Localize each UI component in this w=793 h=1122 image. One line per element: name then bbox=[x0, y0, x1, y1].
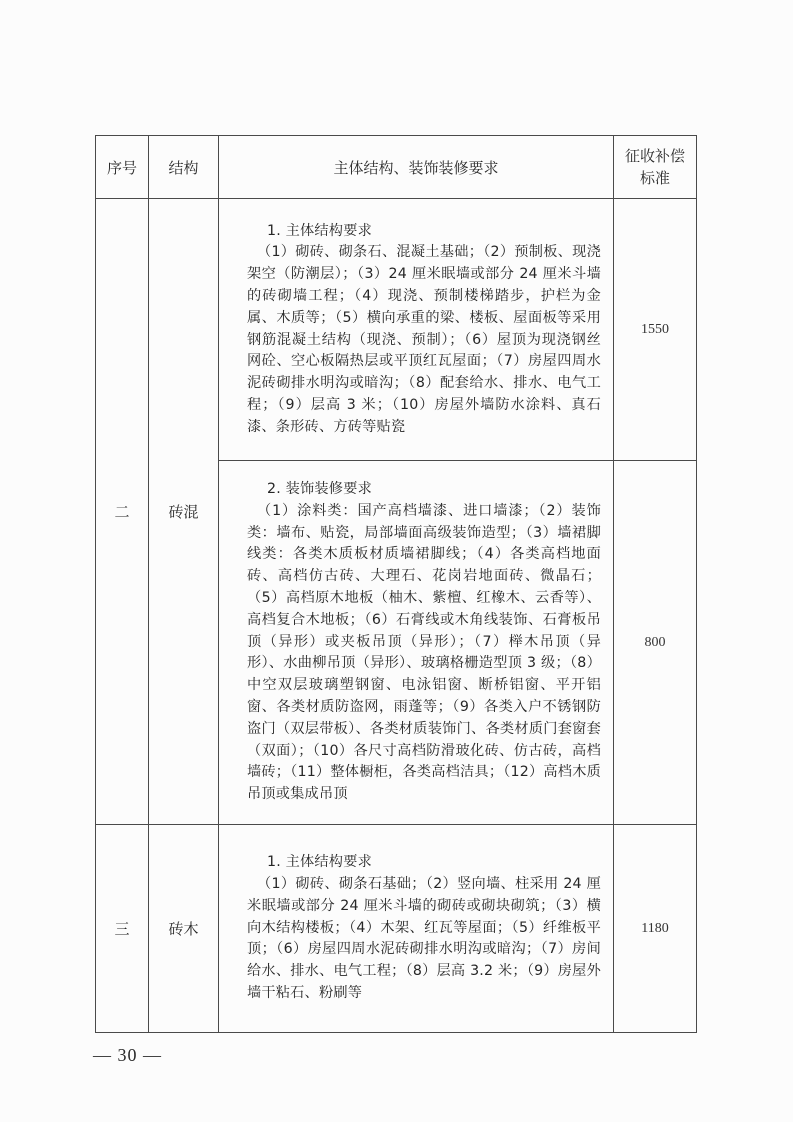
standard-value-cell: 800 bbox=[614, 461, 697, 825]
standard-value-cell: 1550 bbox=[614, 199, 697, 461]
requirement-title: 1. 主体结构要求 bbox=[267, 222, 372, 239]
standard-value-cell: 1180 bbox=[614, 825, 697, 1033]
requirement-body: （1）砌砖、砌条石、混凝土基础；（2）预制板、现浇架空（防潮层）；（3）24 厘米眠墙或部分 24 厘米斗墙的砖砌墙工程；（4）现浇、预制楼梯踏步，护栏为金属、木质等；（5）横向承重的梁、楼板、屋面板等采用钢筋混凝土结构（现浇、预制）；（6）屋顶为现浇钢丝网砼、空心板隔热层或平顶红瓦屋面；（7）房屋四周水泥砖砌排水明沟或暗沟；（8）配套给水、排水、电气工程；（9）层高 3 米；（10）房屋外墙防水涂料、真石漆、条形砖、方砖等贴瓷 bbox=[247, 244, 601, 435]
requirement-block bbox=[219, 221, 613, 439]
requirements-cell bbox=[219, 461, 614, 825]
requirement-body: （1）砌砖、砌条石基础；（2）竖向墙、柱采用 24 厘米眠墙或部分 24 厘米斗墙的砌砖或砌块砌筑；（3）横向木结构楼板；（4）木架、红瓦等屋面；（5）纤维板平顶；（6）房屋四周水泥砖砌排水明沟或暗沟；（7）房间给水、排水、电气工程；（8）层高 3.2 米；（9）房屋外墙干粘石、粉刷等 bbox=[247, 876, 601, 1001]
requirements-cell bbox=[219, 825, 614, 1033]
header-standard-line1: 征收补偿 bbox=[624, 147, 685, 165]
header-requirements: 主体结构、装饰装修要求 bbox=[219, 136, 614, 199]
compensation-table bbox=[95, 135, 697, 1033]
header-standard bbox=[614, 136, 697, 199]
row-structure-cell: 砖混 bbox=[149, 199, 219, 825]
header-seq: 序号 bbox=[96, 136, 149, 199]
requirement-block bbox=[219, 479, 613, 806]
header-standard-line2: 标准 bbox=[639, 169, 670, 187]
row-seq-cell: 二 bbox=[96, 199, 149, 825]
requirement-title: 2. 装饰装修要求 bbox=[267, 481, 372, 498]
row-structure-cell: 砖木 bbox=[149, 825, 219, 1033]
row-seq-cell: 三 bbox=[96, 825, 149, 1033]
requirements-cell bbox=[219, 199, 614, 461]
header-structure: 结构 bbox=[149, 136, 219, 199]
page-number: — 30 — bbox=[93, 1045, 162, 1065]
requirement-block bbox=[219, 852, 613, 1005]
requirement-body: （1）涂料类：国产高档墙漆、进口墙漆；（2）装饰类：墙布、贴瓷，局部墙面高级装饰造型；（3）墙裙脚线类：各类木质板材质墙裙脚线；（4）各类高档地面砖、高档仿古砖、大理石、花岗岩地面砖、微晶石；（5）高档原木地板（柚木、紫檀、红橡木、云香等）、高档复合木地板；（6）石膏线或木角线装饰、石膏板吊顶（异形）或夹板吊顶（异形）；（7）榉木吊顶（异形）、水曲柳吊顶（异形）、玻璃格栅造型顶 3 级；（8）中空双层玻璃塑钢窗、电泳铝窗、断桥铝窗、平开铝窗、各类材质防盗网，雨蓬等；（9）各类入户不锈钢防盗门（双层带板）、各类材质装饰门、各类材质门套窗套（双面）；（10）各尺寸高档防滑玻化砖、仿古砖，高档墙砖；（11）整体橱柜，各类高档洁具；（12）高档木质吊顶或集成吊顶 bbox=[247, 502, 601, 803]
table-row bbox=[96, 825, 697, 1033]
table-header-row bbox=[96, 136, 697, 199]
requirement-title: 1. 主体结构要求 bbox=[267, 854, 372, 871]
table-row bbox=[96, 199, 697, 461]
